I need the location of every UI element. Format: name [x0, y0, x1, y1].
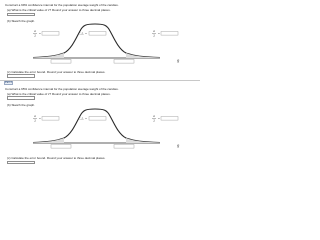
- part2-x-label: x̄: [177, 144, 180, 150]
- part1-right-tail-input[interactable]: [161, 32, 178, 36]
- part2-right-tail-input[interactable]: [161, 117, 178, 121]
- part2-right-alpha: α: [153, 114, 155, 118]
- part1-x-label: x̄: [177, 59, 180, 65]
- part1-left-tail-input[interactable]: [42, 32, 59, 36]
- part1-b-prompt: (b) Sketch the graph.: [7, 19, 36, 23]
- part1-right-equals: =: [158, 31, 160, 36]
- part1-cl-input[interactable]: [89, 32, 106, 36]
- part2-question: Construct a 95% confidence interval for the population average weight of the candies.: [5, 87, 119, 91]
- part1-c-prompt: (c) Calculate the error bound. Round your answer to three decimal places.: [7, 70, 106, 74]
- part2-a-prompt: (a) What is the critical value of z? Round your answer to three decimal places.: [7, 91, 111, 96]
- part1-left-alpha: α: [34, 29, 36, 33]
- part2-normal-curve-graph: [0, 107, 200, 152]
- part2-bell-curve: [33, 109, 160, 143]
- part2-cl-label: C.L. =: [78, 116, 87, 121]
- part1-error-bound-input[interactable]: [7, 74, 35, 78]
- part2-right-equals: =: [158, 116, 160, 121]
- part2-left-two: 2: [34, 118, 36, 123]
- part2-upper-bound-input[interactable]: [114, 145, 134, 149]
- part2-error-bound-input[interactable]: [7, 161, 35, 165]
- part1-question: Construct a 99% confidence interval for the population average weight of the candies.: [5, 3, 119, 7]
- part2-c-prompt: (c) Calculate the error bound. Round your answer to three decimal places.: [7, 156, 106, 160]
- part1-left-two: 2: [34, 33, 36, 38]
- part2-cl-input[interactable]: [89, 117, 106, 121]
- part2-left-equals: =: [39, 116, 41, 121]
- part1-a-prompt: (a) What is the critical value of z? Round your answer to three decimal places.: [7, 8, 111, 12]
- part2-b-prompt: (b) Sketch the graph.: [7, 103, 36, 107]
- part2-label: Part 2: [5, 81, 12, 84]
- section-divider: [0, 80, 200, 81]
- part1-right-alpha: α: [153, 29, 155, 33]
- part1-right-two: 2: [153, 33, 155, 38]
- part1-left-equals: =: [39, 31, 41, 36]
- part1-lower-bound-input[interactable]: [51, 60, 71, 64]
- part1-critical-value-input[interactable]: [7, 13, 35, 17]
- part2-lower-bound-input[interactable]: [51, 145, 71, 149]
- homework-page: [0, 0, 200, 168]
- part1-normal-curve-graph: [0, 22, 200, 67]
- part1-bell-curve: [33, 24, 160, 58]
- part2-right-two: 2: [153, 118, 155, 123]
- part1-cl-label: C.L. =: [78, 31, 87, 36]
- part1-upper-bound-input[interactable]: [114, 60, 134, 64]
- part2-left-tail-input[interactable]: [42, 117, 59, 121]
- part2-left-alpha: α: [34, 114, 36, 118]
- part2-critical-value-input[interactable]: [7, 96, 35, 100]
